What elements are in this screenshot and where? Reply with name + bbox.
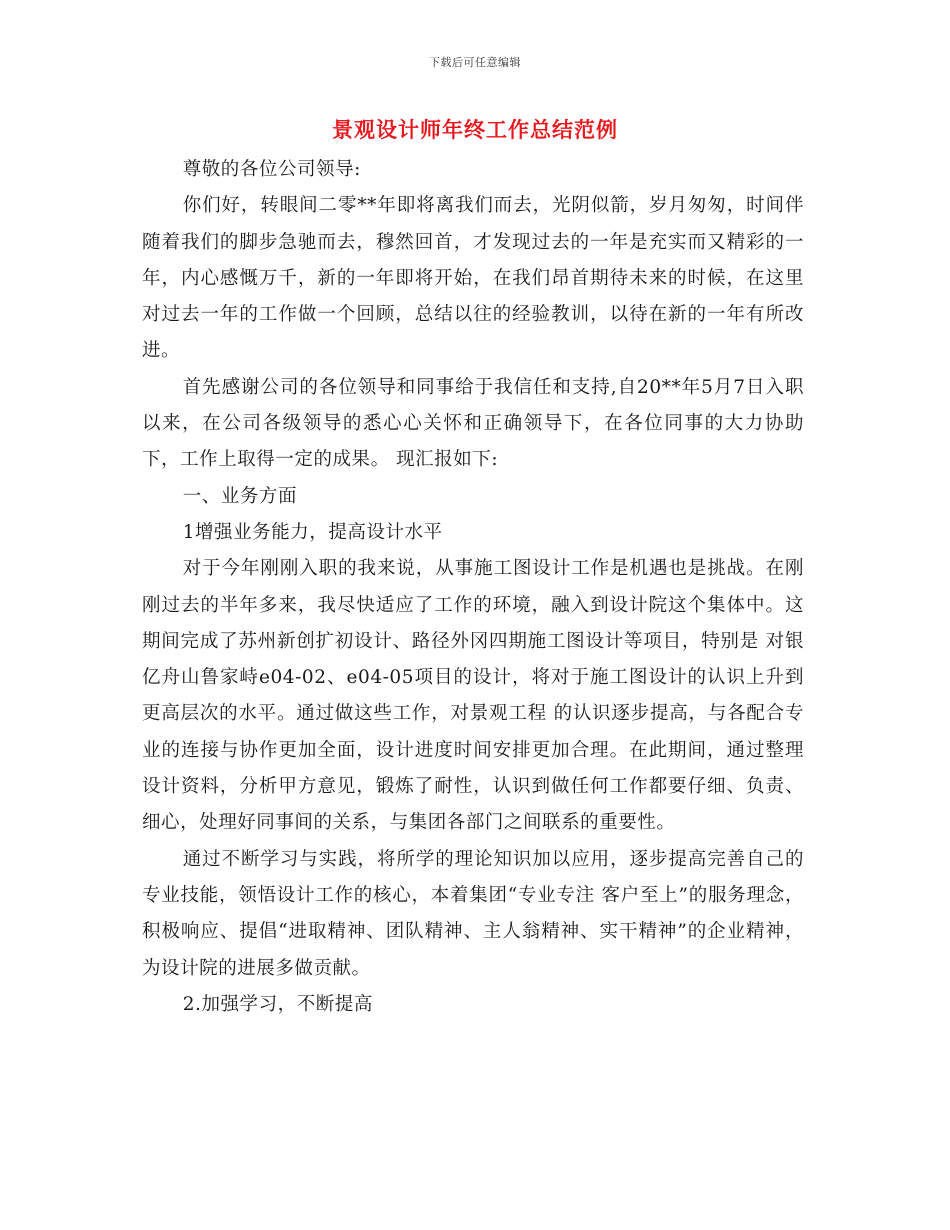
document-body [142,152,804,1023]
paragraph-learning: 通过不断学习与实践，将所学的理论知识加以应用，逐步提高完善自己的专业技能，领悟设计工作的核心，本着集团“专业专注 客户至上”的服务理念，积极响应、提倡“进取精神、团队精神、主人翁精神、实干精神”的企业精神，为设计院的进展多做贡献。 [142,848,804,979]
paragraph-thanks: 首先感谢公司的各位领导和同事给于我信任和支持,自20**年5月7日入职以来，在公司各级领导的悉心心关怀和正确领导下，在各位同事的大力协助下，工作上取得一定的成果。 现汇报如下: [142,376,804,471]
document-title: 景观设计师年终工作总结范例 [332,117,618,142]
subsection-heading: 2.加强学习，不断提高 [182,993,373,1015]
section-heading: 一、业务方面 [182,485,297,507]
header-note: 下载后可任意编辑 [429,56,521,69]
paragraph-work: 对于今年刚刚入职的我来说，从事施工图设计工作是机遇也是挑战。在刚刚过去的半年多来，我尽快适应了工作的环境，融入到设计院这个集体中。这期间完成了苏州新创扩初设计、路径外冈四期施工图设计等项目，特别是 对银亿舟山鲁家峙e04-02、e04-05项目的设计，将对于施工图设计的认识上升到更高层次的水平。通过做这些工作，对景观工程 的认识逐步提高，与各配合专业的连接与协作更加全面，设计进度时间安排更加合理。在此期间，通过整理设计资料，分析甲方意见，锻炼了耐性，认识到做任何工作都要仔细、负责、细心，处理好同事间的关系，与集团各部门之间联系的重要性。 [142,558,804,834]
paragraph-greeting: 你们好，转眼间二零**年即将离我们而去，光阴似箭，岁月匆匆，时间伴随着我们的脚步急驰而去，穆然回首，才发现过去的一年是充实而又精彩的一年，内心感慨万千，新的一年即将开始，在我们昂首期待未来的时候，在这里对过去一年的工作做一个回顾，总结以往的经验教训，以待在新的一年有所改进。 [142,195,804,362]
subsection-heading: 1增强业务能力，提高设计水平 [182,521,443,543]
salutation: 尊敬的各位公司领导: [182,159,361,180]
